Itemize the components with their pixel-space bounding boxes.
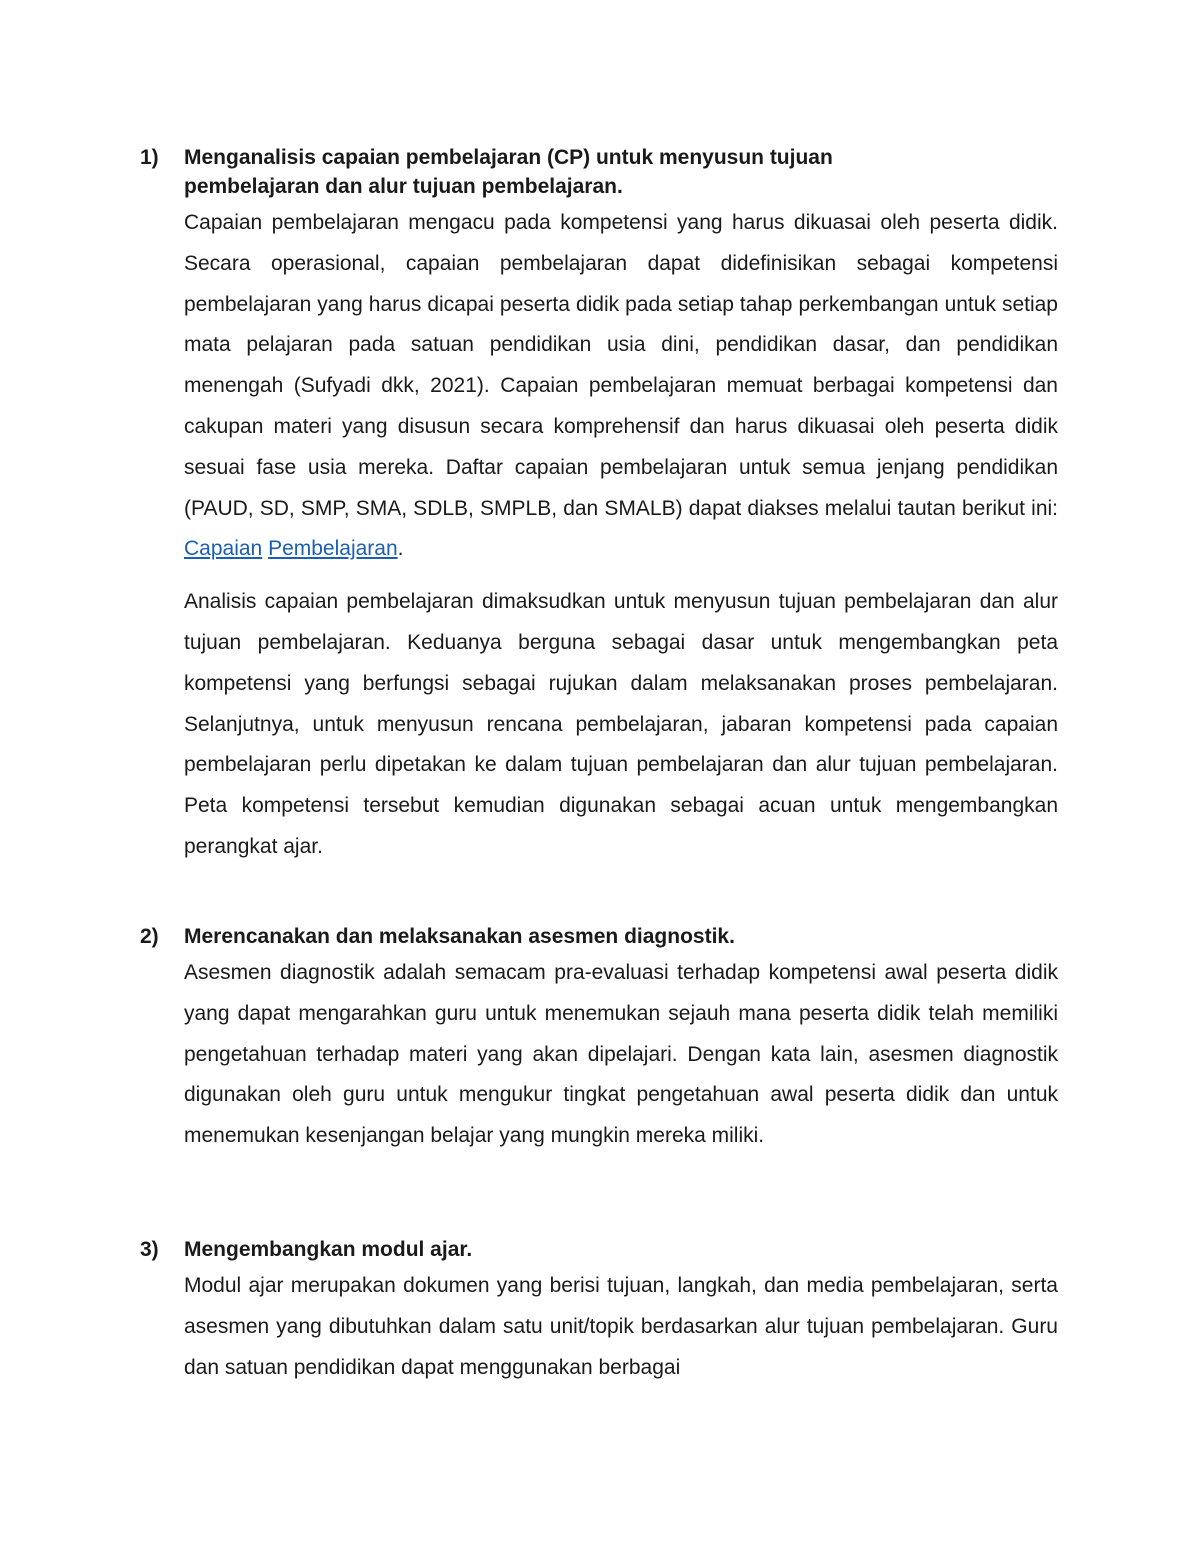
item-heading: Mengembangkan modul ajar. xyxy=(184,1238,473,1261)
paragraph-text: Capaian pembelajaran mengacu pada kompetensi yang harus dikuasai oleh peserta didik. Secara operasional, capaian pembelajaran dapat didefinisikan sebagai kompetensi pembelajaran yang harus dicapai peserta didik pada setiap tahap perkembangan untuk setiap mata pelajaran pada satuan pendidikan usia dini, pendidikan dasar, dan pendidikan menengah (Sufyadi dkk, 2021). Capaian pembelajaran memuat berbagai kompetensi dan cakupan materi yang disusun secara komprehensif dan harus dikuasai oleh peserta didik sesuai fase usia mereka. Daftar capaian pembelajaran untuk semua jenjang pendidikan (PAUD, SD, SMP, SMA, SDLB, SMPLB, dan SMALB) dapat diakses melalui tautan berikut ini: xyxy=(184,211,1058,520)
link-period: . xyxy=(397,537,404,561)
paragraph: Modul ajar merupakan dokumen yang berisi tujuan, langkah, dan media pembelajaran, serta asesmen yang dibutuhkan dalam satu unit/topik berdasarkan alur tujuan pembelajaran. Guru dan satuan pendidikan dapat menggunakan berbagai xyxy=(184,1274,1058,1379)
item-heading: Merencanakan dan melaksanakan asesmen diagnostik. xyxy=(184,925,735,948)
item-heading xyxy=(184,143,1058,201)
cp-link-pembelajaran[interactable]: Pembelajaran xyxy=(268,537,398,561)
list-item-1 xyxy=(140,143,1058,868)
heading-line-2: pembelajaran dan alur tujuan pembelajaran. xyxy=(184,175,623,198)
cp-link-capaian[interactable]: Capaian xyxy=(184,537,263,561)
paragraph: Asesmen diagnostik adalah semacam pra-evaluasi terhadap kompetensi awal peserta didik yang dapat mengarahkan guru untuk menemukan sejauh mana peserta didik telah memiliki pengetahuan terhadap materi yang akan dipelajari. Dengan kata lain, asesmen diagnostik digunakan oleh guru untuk mengukur tingkat pengetahuan awal peserta didik dan untuk menemukan kesenjangan belajar yang mungkin mereka miliki. xyxy=(184,961,1058,1148)
heading-line-1: Menganalisis capaian pembelajaran (CP) untuk menyusun tujuan xyxy=(184,146,833,169)
item-number: 3) xyxy=(140,1238,159,1261)
list-item-3 xyxy=(140,1235,1058,1388)
item-number: 2) xyxy=(140,925,159,948)
paragraph: Analisis capaian pembelajaran dimaksudkan untuk menyusun tujuan pembelajaran dan alur tujuan pembelajaran. Keduanya berguna sebagai dasar untuk mengembangkan peta kompetensi yang berfungsi sebagai rujukan dalam melaksanakan proses pembelajaran. Selanjutnya, untuk menyusun rencana pembelajaran, jabaran kompetensi pada capaian pembelajaran perlu dipetakan ke dalam tujuan pembelajaran dan alur tujuan pembelajaran. Peta kompetensi tersebut kemudian digunakan sebagai acuan untuk mengembangkan perangkat ajar. xyxy=(184,590,1058,858)
item-number: 1) xyxy=(140,146,159,169)
paragraph xyxy=(184,203,1058,570)
list-item-2 xyxy=(140,922,1058,1157)
